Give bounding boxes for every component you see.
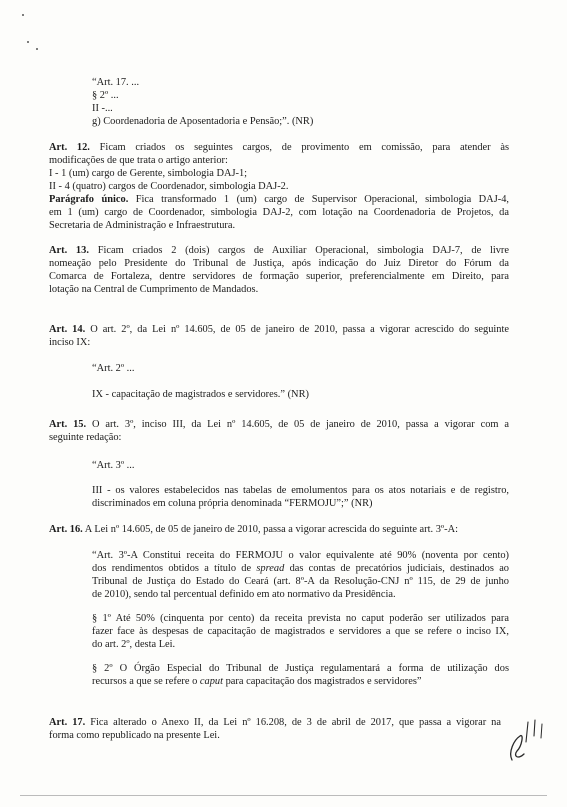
cont-line-2: § 2º ... bbox=[92, 90, 119, 101]
art13-label: Art. 13. bbox=[49, 245, 89, 256]
footer-divider bbox=[20, 795, 547, 796]
art16-par2-line-2 bbox=[92, 675, 422, 688]
art16-par1-line-2: fazer face às despesas de capacitação de magistrados e servidores a que se refere o inciso IX, bbox=[92, 626, 509, 637]
art12-par-line-3: Secretaria de Administração e Infraestrutura. bbox=[49, 220, 236, 231]
scan-speck bbox=[27, 41, 29, 43]
art12-item-2: II - 4 (quatro) cargos de Coordenador, simbologia DAJ-2. bbox=[49, 181, 289, 192]
art12-par-line-2: em 1 (um) cargo de Coordenador, simbologia DAJ-2, com lotação na Coordenadoria de Projetos, da bbox=[49, 207, 509, 218]
art16-label: Art. 16. bbox=[49, 524, 83, 535]
cont-line-3: II -... bbox=[92, 103, 113, 114]
art16-quote-2a: dos rendimentos obtidos a título de bbox=[92, 563, 252, 574]
handwritten-initials-mark bbox=[502, 716, 550, 764]
art13-line-3: Comarca de Fortaleza, dentre servidores de formação superior, preferencialmente em Direito, para bbox=[49, 271, 509, 282]
cont-line-1: “Art. 17. ... bbox=[92, 77, 140, 88]
art16-par2-2a: recursos a que se refere o bbox=[92, 676, 198, 687]
art14-quote-1: “Art. 2º ... bbox=[92, 363, 135, 374]
scan-speck bbox=[36, 48, 38, 50]
art13-line-4: lotação na Central de Cumprimento de Mandados. bbox=[49, 284, 259, 295]
art17-line-2: forma como republicado na presente Lei. bbox=[49, 730, 220, 741]
art17-text: Fica alterado o Anexo II, da Lei nº 16.208, de 3 de abril de 2017, que passa a vigorar na bbox=[90, 717, 501, 728]
art13-line-1 bbox=[49, 244, 509, 257]
scan-speck bbox=[22, 14, 24, 16]
art12-line-1 bbox=[49, 141, 509, 154]
art17-label: Art. 17. bbox=[49, 717, 86, 728]
art16-quote-2-italic: spread bbox=[256, 563, 285, 574]
art16-text: A Lei nº 14.605, de 05 de janeiro de 2010, passa a vigorar acrescida do seguinte art. 3º-A: bbox=[84, 524, 458, 535]
art16-quote-2b: das contas de precatórios judiciais, destinados ao bbox=[289, 563, 509, 574]
art16-quote-4: de 2010), sendo tal percentual definido em ato normativo da Presidência. bbox=[92, 589, 396, 600]
art16-par2-2b: para capacitação dos magistrados e servidores” bbox=[225, 676, 422, 687]
art14-line-2: inciso IX: bbox=[49, 337, 91, 348]
art16-par2-italic: caput bbox=[199, 676, 223, 687]
art12-item-1: I - 1 (um) cargo de Gerente, simbologia DAJ-1; bbox=[49, 168, 248, 179]
art14-label: Art. 14. bbox=[49, 324, 86, 335]
art12-par-text: Fica transformado 1 (um) cargo de Supervisor Operacional, simbologia DAJ-4, bbox=[135, 194, 509, 205]
art14-text: O art. 2º, da Lei nº 14.605, de 05 de janeiro de 2010, passa a vigorar acrescido do seguinte bbox=[90, 324, 509, 335]
art15-quote-3: discriminados em coluna própria denominada “FERMOJU”;” (NR) bbox=[92, 498, 373, 509]
art15-quote-2: III - os valores estabelecidos nas tabelas de emolumentos para os atos notariais e de registro, bbox=[92, 485, 509, 496]
art15-line-1 bbox=[49, 418, 509, 431]
art12-text: Ficam criados os seguintes cargos, de provimento em comissão, para atender às bbox=[99, 142, 509, 153]
art15-line-2: seguinte redação: bbox=[49, 432, 122, 443]
art16-quote-3: Tribunal de Justiça do Estado do Ceará (art. 8º-A da Resolução-CNJ nº 115, de 29 de junho bbox=[92, 576, 509, 587]
art16-line-1 bbox=[49, 523, 458, 536]
art14-quote-2: IX - capacitação de magistrados e servidores.” (NR) bbox=[92, 389, 309, 400]
art15-text: O art. 3º, inciso III, da Lei nº 14.605, de 05 de janeiro de 2010, passa a vigorar com a bbox=[92, 419, 510, 430]
art12-label: Art. 12. bbox=[49, 142, 90, 153]
art12-par-line-1 bbox=[49, 193, 509, 206]
art16-par1-line-1: § 1º Até 50% (cinquenta por cento) da receita prevista no caput poderão ser utilizados para bbox=[92, 613, 509, 624]
cont-line-4: g) Coordenadoria de Aposentadoria e Pensão;”. (NR) bbox=[92, 116, 314, 127]
art15-quote-1: “Art. 3º ... bbox=[92, 460, 135, 471]
art12-par-label: Parágrafo único. bbox=[49, 194, 129, 205]
art16-quote-2 bbox=[92, 562, 509, 575]
art12-line-2: modificações de que trata o artigo anterior: bbox=[49, 155, 228, 166]
art17-line-1 bbox=[49, 716, 501, 729]
art15-label: Art. 15. bbox=[49, 419, 87, 430]
art16-par1-line-3: do art. 2º, desta Lei. bbox=[92, 639, 176, 650]
art16-par2-line-1: § 2º O Órgão Especial do Tribunal de Justiça regulamentará a forma de utilização dos bbox=[92, 663, 509, 674]
art13-text: Ficam criados 2 (dois) cargos de Auxiliar Operacional, simbologia DAJ-7, de livre bbox=[97, 245, 509, 256]
art14-line-1 bbox=[49, 323, 509, 336]
art13-line-2: nomeação pelo Presidente do Tribunal de Justiça, após indicação do Juiz Diretor do Fórum da bbox=[49, 258, 509, 269]
art16-quote-1: “Art. 3º-A Constitui receita do FERMOJU o valor equivalente até 90% (noventa por cento) bbox=[92, 550, 509, 561]
